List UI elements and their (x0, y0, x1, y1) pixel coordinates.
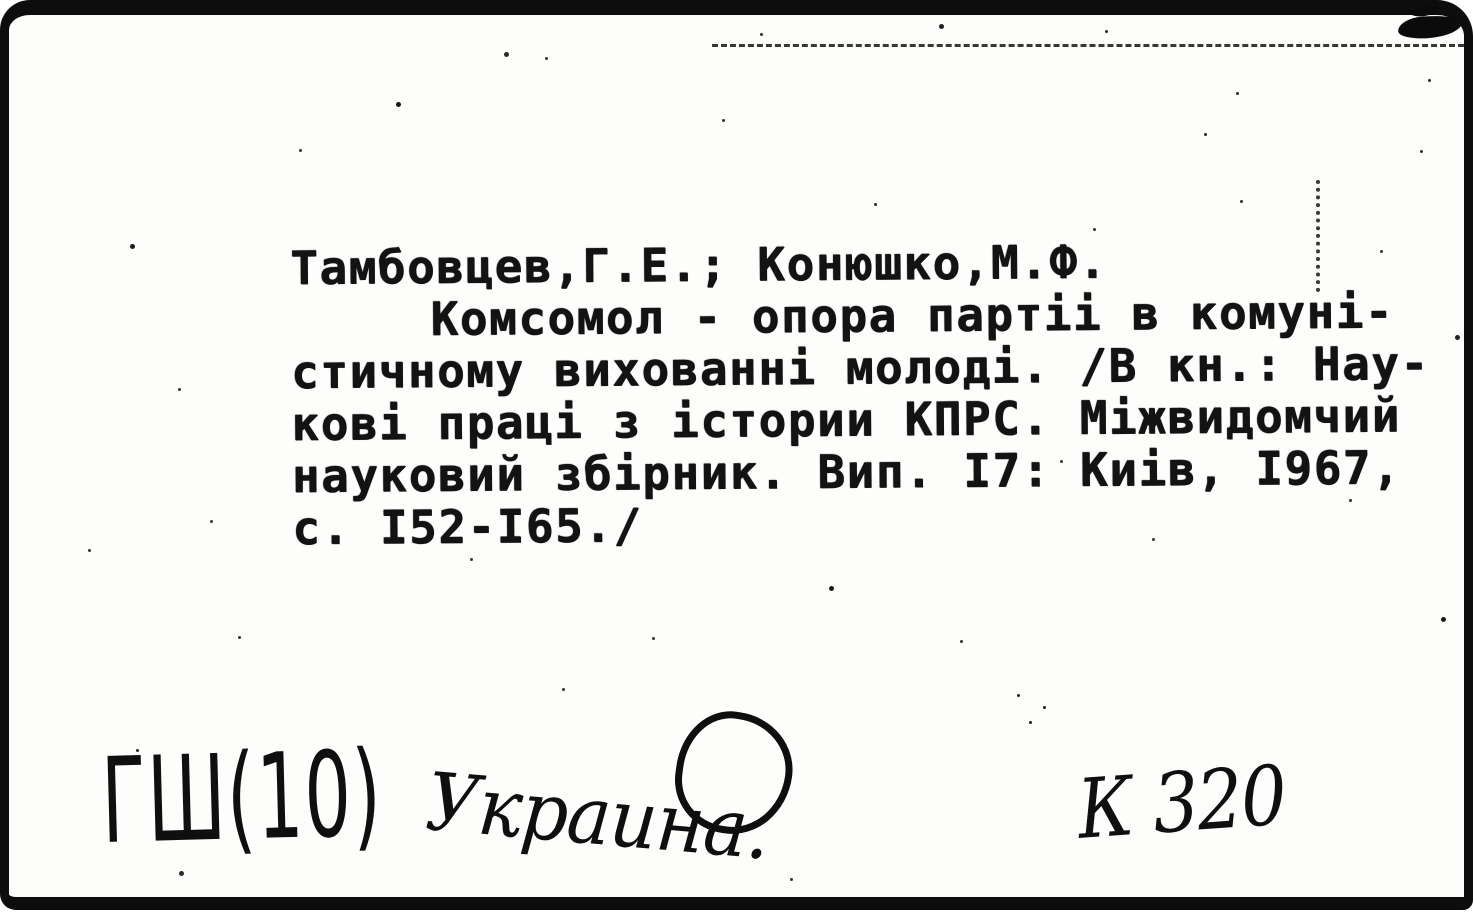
handwritten-accession-number: К 320 (1074, 748, 1289, 858)
imprint-line: науковий збірник. Вип. I7: Киів, I967, (291, 440, 1402, 503)
title-line-3: кові праці з істории КПРС. Міжвидомчий (291, 388, 1401, 451)
author-line: Тамбовцев,Г.Е.; Конюшко,М.Ф. (289, 234, 1108, 295)
typed-bibliographic-entry (290, 233, 1473, 554)
scan-artifact-dashed-line (712, 44, 1464, 47)
handwritten-classification-code: ГШ(10) (99, 724, 384, 870)
title-line-1: Комсомол - опора партіі в комуні- (430, 284, 1395, 346)
scan-noise-speckles (0, 0, 3, 3)
handwritten-region-label: Украина. (422, 755, 774, 878)
title-line-2: стичному вихованні молоді. /В кн.: Нау- (290, 336, 1430, 399)
pages-line: с. I52-I65./ (292, 498, 643, 555)
